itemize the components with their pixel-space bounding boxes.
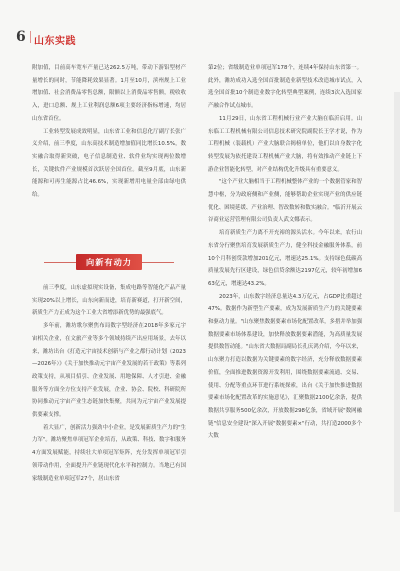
heading-text: 向新有动力	[86, 256, 132, 267]
left-column-top	[32, 62, 186, 202]
paragraph: 工业转型发展成效明显，山东省工业和信息化厅副厅长张广义介绍，前三季度，山东高技术制造增加值同比增长10.5%，数实融合取得新突破，电子信息制造业、软件业均实现两位数增长，关键软件产业规模首次跃居全国首位。截至9月底，山东新能源和可再生能源占比46.6%，实现新增用电量全部由绿电供给。	[32, 128, 186, 199]
page-number: 6	[16, 29, 26, 45]
right-column	[208, 62, 362, 443]
paragraph: "这个产业大脑相当于工程机械整体产业的一个数据管家和智慧中枢，分为政府侧和产业侧，能够帮助企业实现产业的供应链优化、困境延缓、产业治理、智改数转和数实融合。"临沂开展云谷商业运营管理有限公司负责人武文娜表示。	[208, 179, 362, 224]
paragraph: 着大显广，创新活力强劲中小企业，是发展新质生产力的"生力军"。潍坊聚焦单项冠军企业培育，从政策、科技、数字和服务4方面发展赋能，持续壮大单项冠军矩阵，充分发挥单项冠军引领带动作用，全面提升产业链现代化水平和控制力。当地已有国家级制造业单项冠军27个，居山东省	[32, 424, 186, 482]
section-title: 山东实践	[34, 36, 76, 47]
section-heading	[32, 252, 186, 272]
paragraph: 第2位；省级制造业单项冠军178个，连续4年保持山东省第一。此外，潍坊成功入选全国首批制造业新型技术改造城市试点，入选全国首批10个制造业数字化转型典型案例，连续3次入选国家产融合作试点城市。	[208, 65, 362, 110]
paragraph: 附加值，目前高车宽车产量已达262.5万吨，带动下游铝型材产量增长的同时，节能降耗效果显著。1月至10月，滨州规上工业增加值、社会消费品零售总额，限额以上消费品零售额，税收收入，进口总额、规上工业利润总额6项主要经济指标增速，均居山东省首位。	[32, 65, 186, 122]
left-column-bottom	[32, 282, 186, 485]
paragraph: 多年前，潍坊歌尔聚焦布局数字型经济在2018年多家元宇宙相关企业，在文旅产业等多个领域持续产出应用场景，去年以来，潍坊出台《打造元宇宙技术创新与产业之都行动计划（2023—2026年）》《关于加快推动元宇宙产业发展的若干政策》等系列政策支持，从项目招引、企业发展、用地保障、人才引进、金融服务等方面全方位支持产业发展，企业、协会、院校、科研院所协同推动元宇宙产业生态链加快集聚，共同为元宇宙产业发展提供要素支撑。	[32, 323, 186, 419]
heading-rule-right	[142, 262, 174, 263]
paragraph: 前三季度，山东虚拟现实设备，集成电路等智能化产品产量实现20%以上增长，山东向新而进，培育新赛道，打开新空间，新质生产力正成为这个工业大省增添新优势的最强底气。	[32, 285, 186, 317]
page-edge-tab	[394, 92, 400, 512]
heading-rule-left	[44, 262, 76, 263]
paragraph: 培育新质生产力离不开充裕的源头活水。今年以来，农行山东省分行聚焦培育发展新质生产力，健全科技金融服务体系，前10个月科创贷款增加201亿元，增速达25.1%。支持绿色低碳高质量发展先行区建设，绿色信贷余额达2197亿元，较年初增加663亿元，增速达43.2%。	[208, 230, 362, 287]
header-divider	[30, 31, 31, 43]
paragraph: 2023年，山东数字经济总量达4.3万亿元，占GDP比重超过47%。数据作为新型生产要素，成为发展新质生产力的关键要素和驱动力量。"山东聚焦数据要素市场化配置改革，多措并举加强数据要素市场体系建设，加快释放数据要素潜能，为高质量发展提供数智动能。"山东省大数据局副局长孔庆鸿介绍，今年以来，山东聚力打造以数据为关键要素的数字经济，充分释放数据要素价值，全面推进数据资源开发利用，围绕数据要素流通、交易、使用、分配等重点环节进行系统探索，出台《关于加快推进数据要素市场化配置改革的实施意见》，汇聚数据2100亿余条，提供数据共享服务500亿余次，开放数据298亿条，省域开展"数网融链"信息安全建设"深入开展"数据要素×"行动，共打造2000多个大数	[208, 293, 362, 440]
paragraph: 11月29日，山东省工程机械行业产业大脑在临沂启用。山东临工工程机械有限公司信息技术研究院副院长王学才说，作为工程机械（装载机）产业大脑联合揭榜单位，他们以自身数字化转型发展为依托建设工程机械产业大脑，将有效推动产业链上下游企业智能化转型，对产业结构优化升级具有重要意义。	[208, 115, 362, 173]
heading-banner	[76, 254, 142, 270]
